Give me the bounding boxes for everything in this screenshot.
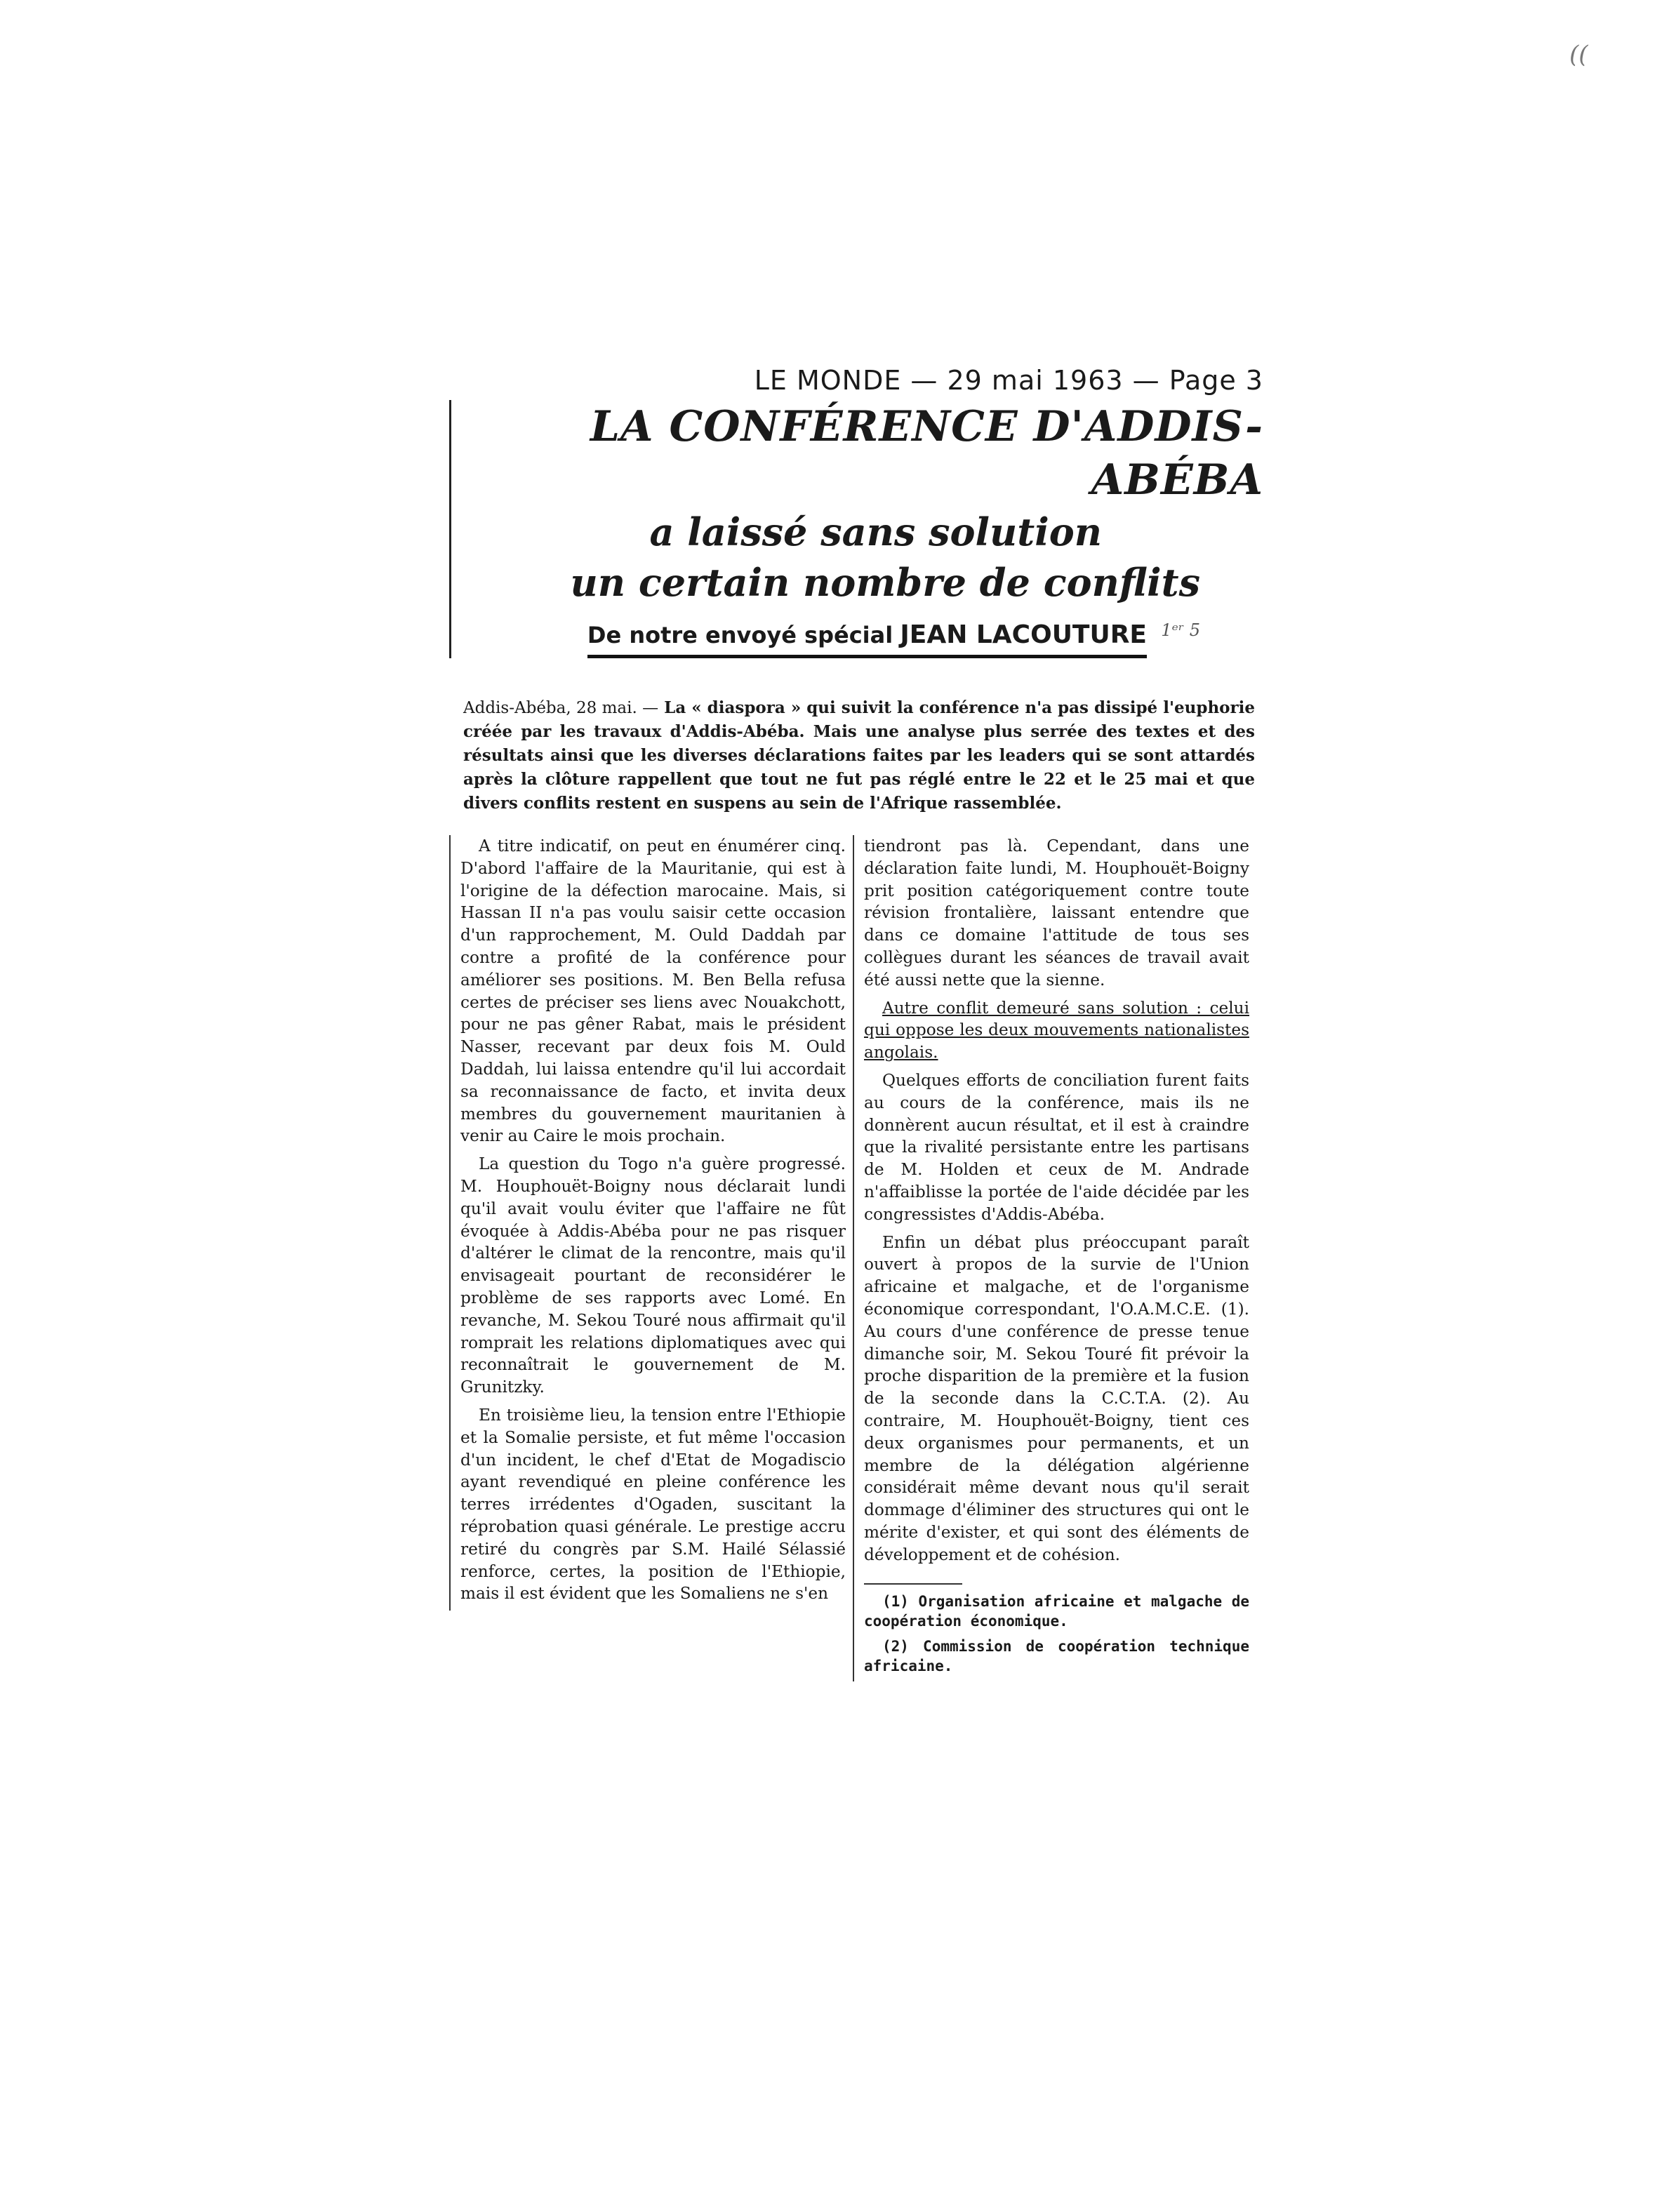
left-paragraph-3: En troisième lieu, la tension entre l'Ethiopie et la Somalie persiste, et fut même l'occasion d'un incident, le chef d'Etat de Mogadiscio ayant revendiqué en pleine conférence les terres irrédentes d'Ogaden, suscitant la réprobation quasi générale. Le prestige accru retiré du congrès par S.M. Hailé Sélassié renforce, certes, la position de l'Ethiopie, mais il est évident que les Somaliens ne s'en bbox=[460, 1405, 846, 1604]
left-paragraph-2: La question du Togo n'a guère progressé. M. Houphouët-Boigny nous déclarait lundi qu'il avait voulu éviter que l'affaire ne fût évoquée à Addis-Abéba pour ne pas risquer d'altérer le climat de la rencontre, mais qu'il envisageait pourtant de reconsidérer le problème de ses rapports avec Lomé. En revanche, M. Sekou Touré nous affirmait qu'il romprait les relations diplomatiques avec qui reconnaîtrait le gouvernement de M. Grunitzky. bbox=[460, 1154, 846, 1397]
headline-subtitle-1: a laissé sans solution bbox=[649, 509, 1102, 554]
lede-text: La « diaspora » qui suivit la conférence n'a pas dissipé l'euphorie créée par les travaux d'Addis-Abéba. Mais une analyse plus serrée des textes et des résultats ainsi que les diverses déclarations faites par les leaders qui se sont attardés après la clôture rappellent que tout ne fut pas réglé entre le 22 et le 25 mai et que divers conflits restent en suspens au sein de l'Afrique rassemblée. bbox=[463, 698, 1255, 813]
byline-author: JEAN LACOUTURE bbox=[900, 620, 1148, 649]
newspaper-clipping bbox=[449, 365, 1263, 1681]
footnote-2: (2) Commission de coopération technique africaine. bbox=[864, 1637, 1249, 1674]
headline-subtitle-2: un certain nombre de conflits bbox=[570, 560, 1200, 605]
byline-handwritten-note: 1ᵉʳ 5 bbox=[1161, 620, 1200, 640]
footnote-1: (1) Organisation africaine et malgache de coopération économique. bbox=[864, 1592, 1249, 1630]
byline bbox=[463, 620, 1200, 658]
corner-handwritten-mark: (( bbox=[1569, 41, 1588, 69]
lede-dateline: Addis-Abéba, 28 mai. — bbox=[463, 699, 659, 717]
right-continuation: tiendront pas là. Cependant, dans une déclaration faite lundi, M. Houphouët-Boigny prit position catégoriquement contre toute révision frontalière, laissant entendre que dans ce domaine l'attitude de tous ses collègues durant les séances de travail avait été aussi nette que la sienne. bbox=[864, 837, 1249, 990]
headline-block bbox=[449, 400, 1263, 658]
masthead: LE MONDE — 29 mai 1963 — Page 3 bbox=[754, 365, 1263, 396]
left-paragraph-1: A titre indicatif, on peut en énumérer cinq. D'abord l'affaire de la Mauritanie, qui est à l'origine de la défection marocaine. Mais, si Hassan II n'a pas voulu saisir cette occasion d'un rapprochement, M. Ould Daddah par contre a profité de la conférence pour améliorer ses positions. M. Ben Bella refusa certes de préciser ses liens avec Nouakchott, pour ne pas gêner Rabat, mais le président Nasser, recevant par deux fois M. Ould Daddah, lui laissa entendre qu'il lui accordait sa reconnaissance de facto, et invita deux membres du gouvernement mauritanien à venir au Caire le mois prochain. bbox=[460, 837, 846, 1146]
right-column bbox=[853, 835, 1256, 1681]
headline-title: LA CONFÉRENCE D'ADDIS-ABÉBA bbox=[590, 402, 1263, 505]
right-underlined-paragraph: Autre conflit demeuré sans solution : celui qui oppose les deux mouvements nationalistes angolais. bbox=[864, 998, 1249, 1062]
lede-paragraph bbox=[463, 696, 1255, 815]
footnote-divider bbox=[864, 1583, 962, 1585]
right-paragraph-1: Quelques efforts de conciliation furent faits au cours de la conférence, mais ils ne donnèrent aucun résultat, et il est à craindre que la rivalité persistante entre les partisans de M. Holden et ceux de M. Andrade n'affaiblisse la portée de l'aide décidée par les congressistes d'Addis-Abéba. bbox=[864, 1070, 1249, 1224]
right-paragraph-2: Enfin un débat plus préoccupant paraît ouvert à propos de la survie de l'Union africaine et malgache, et de l'organisme économique correspondant, l'O.A.M.C.E. (1). Au cours d'une conférence de presse tenue dimanche soir, M. Sekou Touré fit prévoir la proche disparition de la première et la fusion de la seconde dans la C.C.T.A. (2). Au contraire, M. Houphouët-Boigny, tient ces deux organismes pour permanents, et un membre de la délégation algérienne considérait même devant nous qu'il serait dommage d'éliminer des structures qui ont le mérite d'exister, et qui sont des éléments de développement et de cohésion. bbox=[864, 1232, 1249, 1564]
article-columns bbox=[449, 835, 1263, 1681]
left-column bbox=[449, 835, 853, 1611]
byline-prefix: De notre envoyé spécial bbox=[587, 622, 893, 648]
